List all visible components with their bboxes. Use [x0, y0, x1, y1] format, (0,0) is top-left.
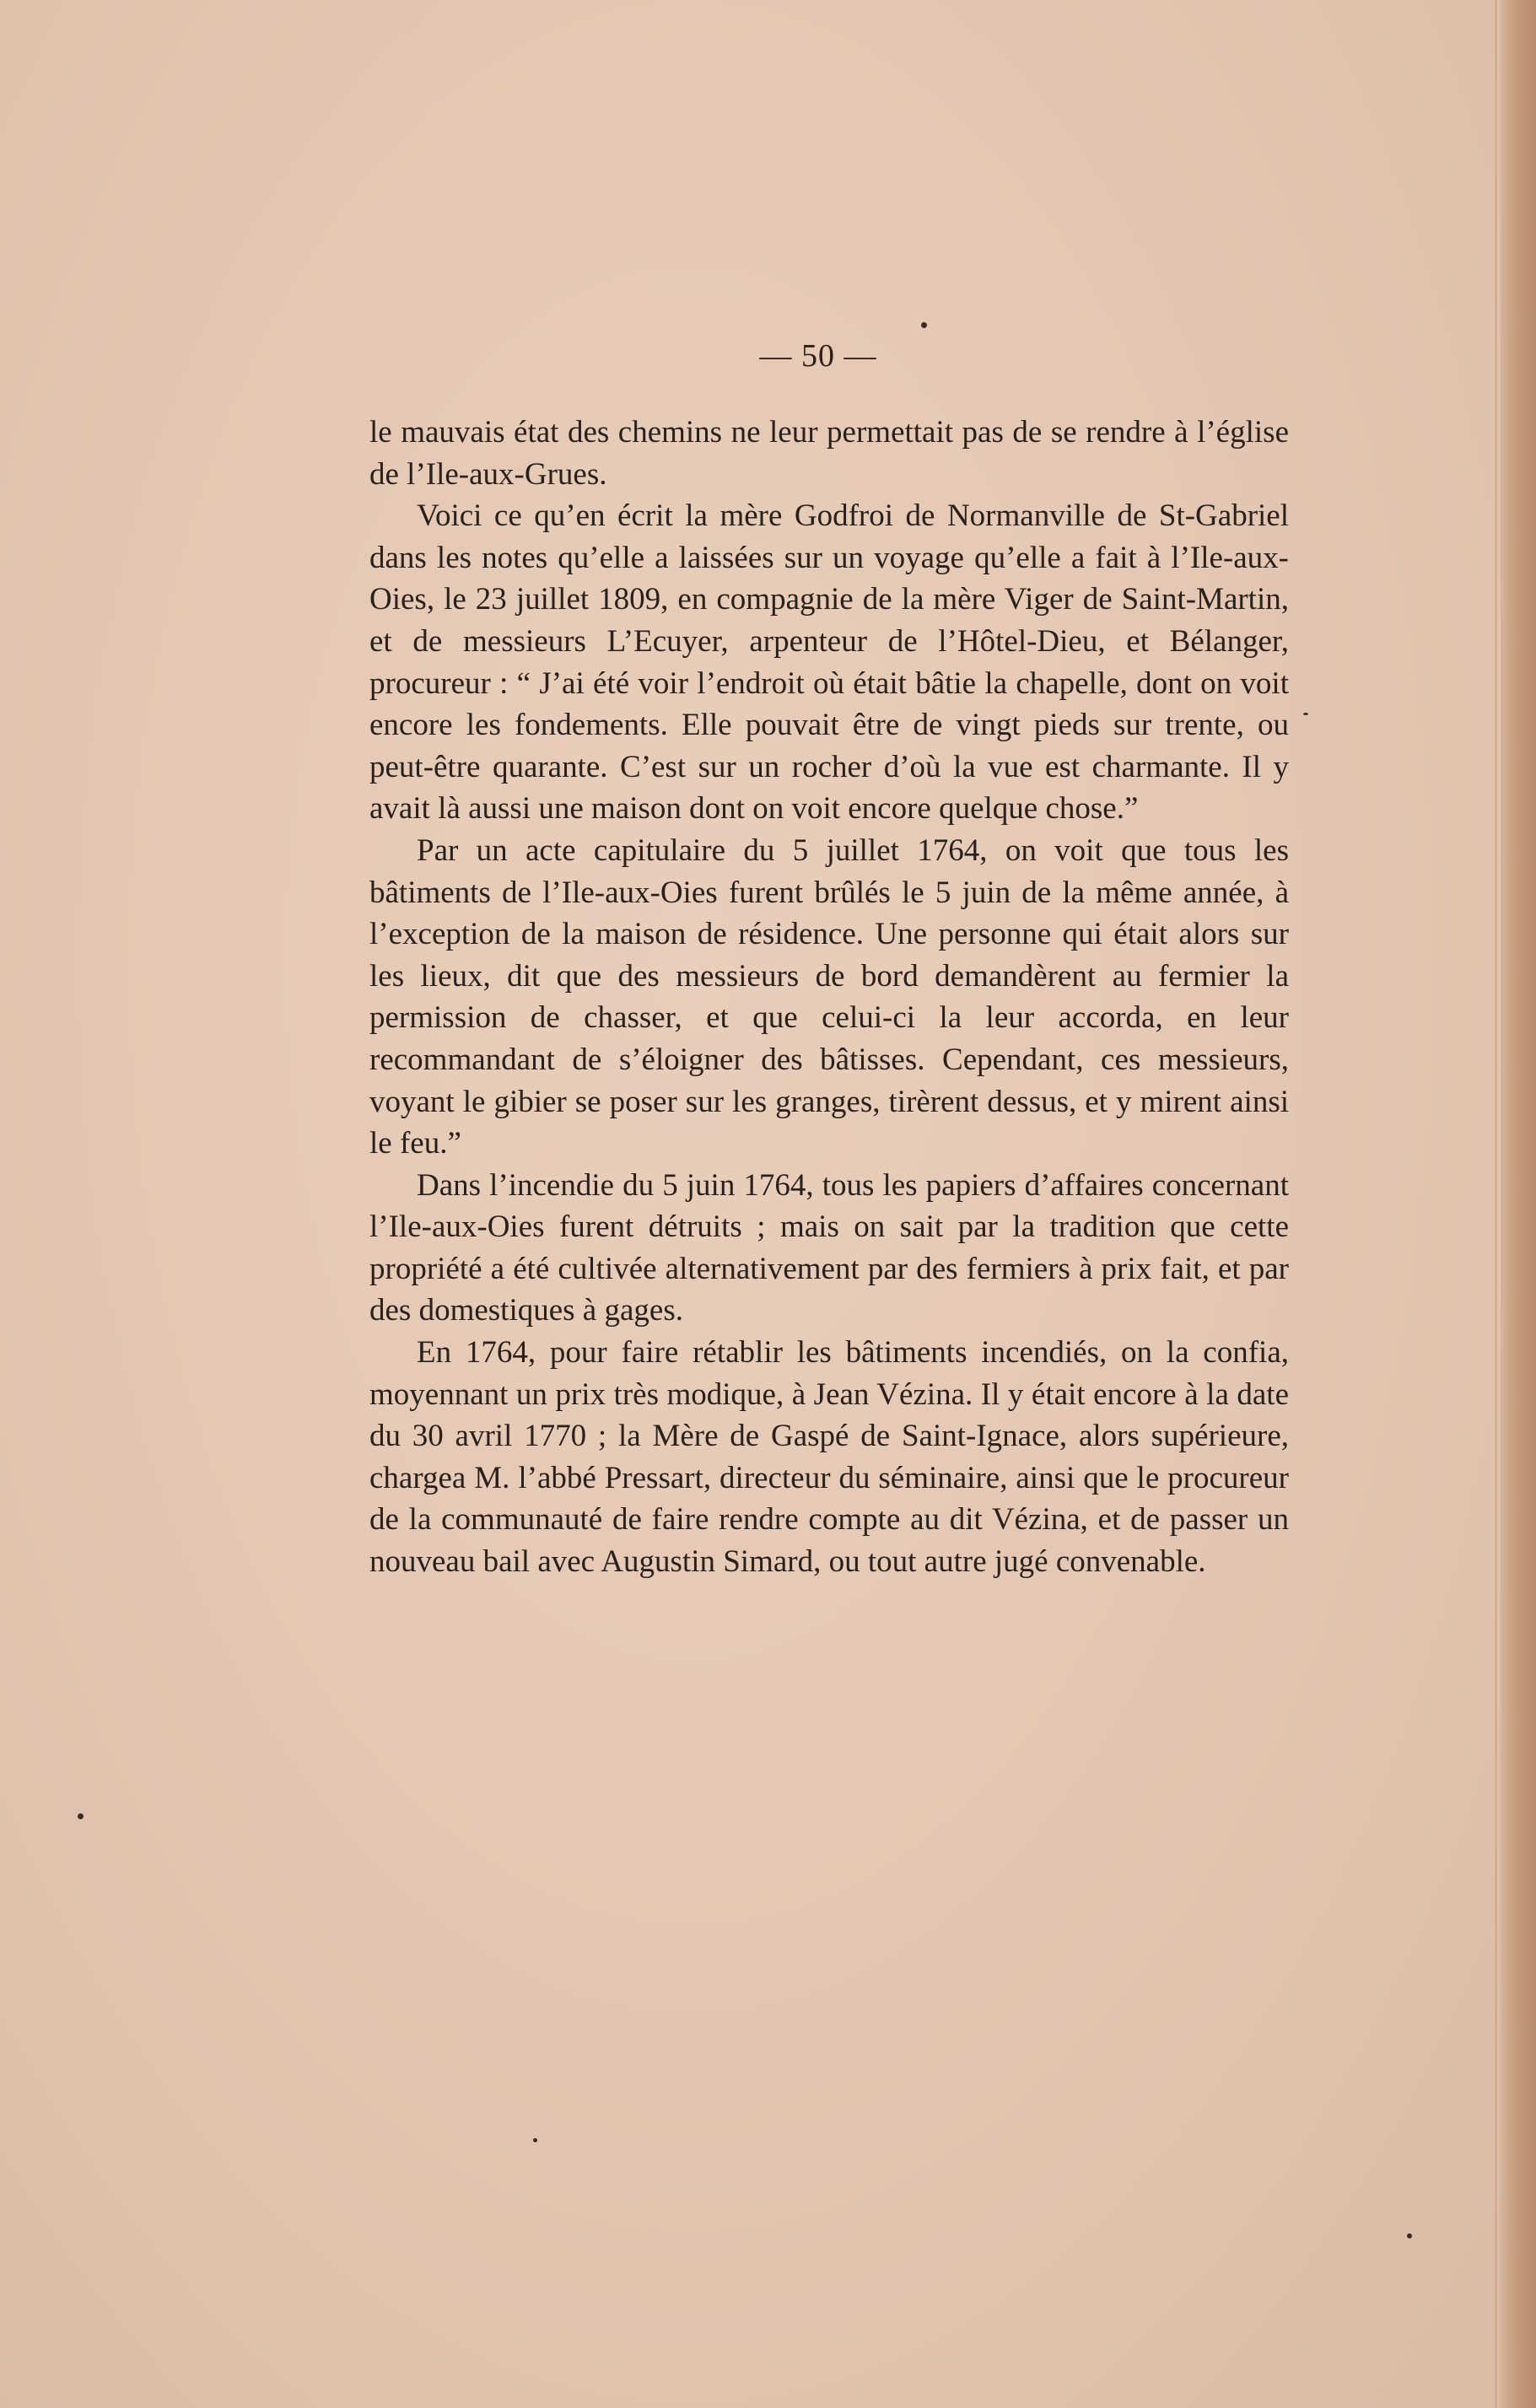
page-number: — 50 — — [759, 338, 877, 374]
paragraph-5: En 1764, pour faire rétablir les bâtiments incendiés, on la confia, moyennant un prix très modique, à Jean Vézina. Il y était encore à la date du 30 avril 1770 ; la Mère de Gaspé de Saint-Ignace, alors supérieure, chargea M. l’abbé Pressart, directeur du séminaire, ainsi que le procureur de la communauté de faire rendre compte au dit Vézina, et de passer un nouveau bail avec Augustin Simard, ou tout autre jugé convenable. — [369, 1335, 1289, 1580]
ink-speck — [1407, 2233, 1412, 2238]
ink-speck — [78, 1813, 84, 1819]
paragraph-3: Par un acte capitulaire du 5 juillet 1764, on voit que tous les bâtiments de l’Ile-aux-Oies furent brûlés le 5 juin de la même année, à l’exception de la maison de résidence. Une personne qui était alors sur les lieux, dit que des messieurs de bord demandèrent au fermier la permission de chasser, et que celui-ci la leur accorda, en leur recommandant de s’éloigner des bâtisses. Cependant, ces messieurs, voyant le gibier se poser sur les granges, tirèrent dessus, et y mirent ainsi le feu.” — [369, 832, 1289, 1161]
body-text — [369, 412, 1289, 1583]
paragraph-2: Voici ce qu’en écrit la mère Godfroi de Normanville de St-Gabriel dans les notes qu’elle a laissées sur un voyage qu’elle a fait à l’Ile-aux-Oies, le 23 juillet 1809, en compagnie de la mère Viger de Saint-Martin, et de messieurs L’Ecuyer, arpenteur de l’Hôtel-Dieu, et Bélanger, procureur : “ J’ai été voir l’endroit où était bâtie la chapelle, dont on voit encore les fondements. Elle pouvait être de vingt pieds sur trente, ou peut-être quarante. C’est sur un rocher d’où la vue est charmante. Il y avait là aussi une maison dont on voit encore quelque chose.” — [369, 498, 1289, 827]
ink-speck — [1303, 713, 1308, 715]
paragraph-1: le mauvais état des chemins ne leur permettait pas de se rendre à l’église de l’Ile-aux-Grues. — [369, 415, 1289, 492]
paragraph-4: Dans l’incendie du 5 juin 1764, tous les papiers d’affaires concernant l’Ile-aux-Oies furent détruits ; mais on sait par la tradition que cette propriété a été cultivée alternativement par des fermiers à prix fait, et par des domestiques à gages. — [369, 1167, 1289, 1328]
ink-speck — [533, 2138, 537, 2142]
ink-speck — [921, 322, 927, 328]
